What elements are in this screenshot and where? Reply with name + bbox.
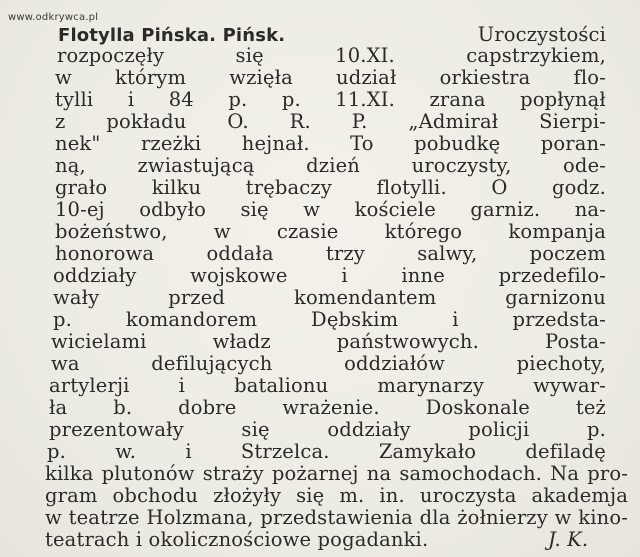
word: samochodach. xyxy=(399,462,543,485)
word: Zamykało xyxy=(378,440,477,463)
word: odbyło xyxy=(139,198,206,221)
word: straży xyxy=(202,462,264,485)
article-line xyxy=(45,485,628,507)
article-line-text: Uroczystości xyxy=(477,23,606,46)
word: w xyxy=(303,198,321,221)
article-line-text xyxy=(55,155,606,177)
word: kilku xyxy=(151,176,202,199)
article-line xyxy=(55,199,606,221)
article-line-text xyxy=(55,221,606,243)
word: p. xyxy=(228,88,248,111)
word: flo- xyxy=(573,66,606,89)
article-line xyxy=(45,529,628,551)
word: i xyxy=(185,440,192,463)
article-headline: Flotylla Pińska. Pińsk. xyxy=(58,25,286,46)
article-line-text xyxy=(53,265,606,287)
word: z xyxy=(55,110,66,133)
word: Posta- xyxy=(544,330,606,353)
word: popłynął xyxy=(520,88,606,111)
word: hejnał. xyxy=(241,132,310,155)
word: się xyxy=(235,44,264,67)
article-line xyxy=(49,419,606,441)
word: O xyxy=(491,176,508,199)
word: żołnierzy xyxy=(457,506,548,529)
word: w xyxy=(554,506,572,529)
word: i xyxy=(178,374,185,397)
word: To xyxy=(350,132,374,155)
word: przedefilo- xyxy=(498,264,606,287)
article-line-text xyxy=(53,287,606,309)
word: przedstawienia xyxy=(260,506,413,529)
word: rozpoczęły xyxy=(57,44,165,67)
word: władz xyxy=(212,330,271,353)
word: grało xyxy=(55,176,108,199)
article-line-text xyxy=(55,177,606,199)
word: państwowych. xyxy=(336,330,479,353)
word: marynarzy xyxy=(377,374,485,397)
word: kino- xyxy=(578,506,628,529)
word: udział xyxy=(336,66,397,89)
word: honorowa xyxy=(55,242,155,265)
article-line xyxy=(51,331,606,353)
word: orkiestra xyxy=(439,66,531,89)
article-line xyxy=(55,89,606,111)
word: wicielami xyxy=(51,330,147,353)
word: „Admirał xyxy=(408,110,499,133)
word: godz. xyxy=(552,176,606,199)
article-line-text xyxy=(49,375,606,397)
word: flotylli. xyxy=(376,176,447,199)
word: dzień xyxy=(306,154,361,177)
word: w xyxy=(45,506,62,529)
word: w xyxy=(55,66,72,89)
word: wzięła xyxy=(229,66,293,89)
word: którego xyxy=(384,220,463,243)
word: wały xyxy=(53,286,100,309)
word: przedsta- xyxy=(512,308,606,331)
word: trzy xyxy=(325,242,365,265)
word: akademja xyxy=(531,484,628,507)
article-line xyxy=(55,111,606,133)
word: p. xyxy=(587,418,606,441)
word: obchodu xyxy=(112,484,199,507)
word: się xyxy=(296,484,325,507)
article-line-text xyxy=(55,89,606,111)
article-line-text xyxy=(51,331,606,353)
word: wywar- xyxy=(533,374,606,397)
article-line xyxy=(55,155,606,177)
article-line-text xyxy=(45,485,628,507)
word: i xyxy=(341,264,348,287)
article-line-text xyxy=(45,507,628,529)
article-line xyxy=(57,45,606,67)
word: bożeństwo, xyxy=(55,220,168,243)
word: złożyły xyxy=(213,484,282,507)
word: oddała xyxy=(206,242,274,265)
word: oddziały xyxy=(327,418,411,441)
article-line-text: teatrach i okolicznościowe pogadanki. xyxy=(45,528,429,551)
word: gram xyxy=(45,484,98,507)
word: kilka xyxy=(45,462,94,485)
word: przed xyxy=(168,286,226,309)
word: Strzelca. xyxy=(240,440,330,463)
word: artylerji xyxy=(49,374,130,397)
word: garnizonu xyxy=(505,286,606,309)
word: 11.XI. xyxy=(335,88,395,111)
word: wa xyxy=(51,352,80,375)
word: inne xyxy=(401,264,445,287)
word: 84 xyxy=(168,88,194,111)
word: się xyxy=(240,198,269,221)
word: m. xyxy=(339,484,365,507)
word: b. xyxy=(113,396,133,419)
word: oddziałów xyxy=(344,352,446,375)
word: na- xyxy=(574,198,606,221)
watermark: www.odkrywca.pl xyxy=(8,12,99,23)
word: tylli xyxy=(55,88,94,111)
article-line xyxy=(51,353,606,375)
article-line-text xyxy=(55,199,606,221)
word: pokładu xyxy=(106,110,187,133)
word: którym xyxy=(115,66,187,89)
word: oddziały xyxy=(53,264,137,287)
word: garniz. xyxy=(470,198,541,221)
word: komendantem xyxy=(294,286,437,309)
word: policji xyxy=(468,418,530,441)
word: też xyxy=(575,396,606,419)
word: się xyxy=(241,418,270,441)
article-line xyxy=(45,507,628,529)
article-signature: J. K. xyxy=(548,528,589,551)
word: wojskowe xyxy=(190,264,288,287)
word: defilujących xyxy=(151,352,273,375)
word: czasie xyxy=(276,220,339,243)
word: piechoty, xyxy=(516,352,606,375)
word: capstrzykiem, xyxy=(466,44,606,67)
word: uroczysty, xyxy=(411,154,512,177)
word: O. xyxy=(227,110,249,133)
word: uroczysta xyxy=(419,484,517,507)
word: Holzmana, xyxy=(146,506,254,529)
word: zwiastującą xyxy=(137,154,255,177)
article-line-text xyxy=(57,45,606,67)
word: salwy, xyxy=(417,242,478,265)
word: ną, xyxy=(55,154,86,177)
article-line xyxy=(53,287,606,309)
article-line xyxy=(53,309,606,331)
article-line xyxy=(53,265,606,287)
word: 10-ej xyxy=(55,198,105,221)
word: prezentowały xyxy=(49,418,184,441)
word: R. xyxy=(289,110,311,133)
word: kompanja xyxy=(508,220,606,243)
word: i xyxy=(452,308,459,331)
word: pobudkę xyxy=(414,132,501,155)
article-line xyxy=(55,67,606,89)
word: wrażenie. xyxy=(282,396,380,419)
word: Dębskim xyxy=(311,308,399,331)
article-line-text xyxy=(55,133,606,155)
word: p. xyxy=(53,308,72,331)
word: ła xyxy=(49,396,68,419)
article-line-text xyxy=(45,463,628,485)
article-line xyxy=(47,441,606,463)
word: poran- xyxy=(540,132,606,155)
article-line-text xyxy=(55,67,606,89)
word: komandorem xyxy=(125,308,258,331)
word: w xyxy=(213,220,231,243)
word: p. xyxy=(281,88,301,111)
word: w. xyxy=(115,440,137,463)
word: P. xyxy=(351,110,368,133)
article-line-text xyxy=(55,243,606,265)
article-line xyxy=(55,177,606,199)
word: in. xyxy=(379,484,405,507)
article-line-text xyxy=(55,111,606,133)
article-line xyxy=(45,463,628,485)
word: Doskonale xyxy=(425,396,530,419)
word: pożarnej xyxy=(271,462,359,485)
word: p. xyxy=(47,440,66,463)
article-line-text xyxy=(49,397,606,419)
article-line xyxy=(49,397,606,419)
word: teatrze xyxy=(68,506,140,529)
word: pro- xyxy=(587,462,628,485)
article-line xyxy=(55,243,606,265)
word: 10.XI. xyxy=(335,44,395,67)
word: poczem xyxy=(529,242,606,265)
article-line xyxy=(49,375,606,397)
word: Na xyxy=(550,462,580,485)
article-line-text xyxy=(49,419,606,441)
word: plutonów xyxy=(101,462,195,485)
word: zrana xyxy=(429,88,486,111)
article-line-text xyxy=(47,441,606,463)
word: defiladę xyxy=(525,440,606,463)
word: kościele xyxy=(354,198,436,221)
word: nek" xyxy=(55,132,101,155)
article-line xyxy=(55,221,606,243)
word: na xyxy=(366,462,392,485)
article-line-text xyxy=(51,353,606,375)
word: trębaczy xyxy=(245,176,332,199)
word: rzeżki xyxy=(140,132,202,155)
word: i xyxy=(127,88,135,111)
word: ode- xyxy=(563,154,606,177)
word: dobre xyxy=(178,396,237,419)
article-line xyxy=(55,133,606,155)
word: dla xyxy=(419,506,451,529)
article-line-text xyxy=(53,309,606,331)
word: batalionu xyxy=(234,374,329,397)
word: Sierpi- xyxy=(539,110,606,133)
